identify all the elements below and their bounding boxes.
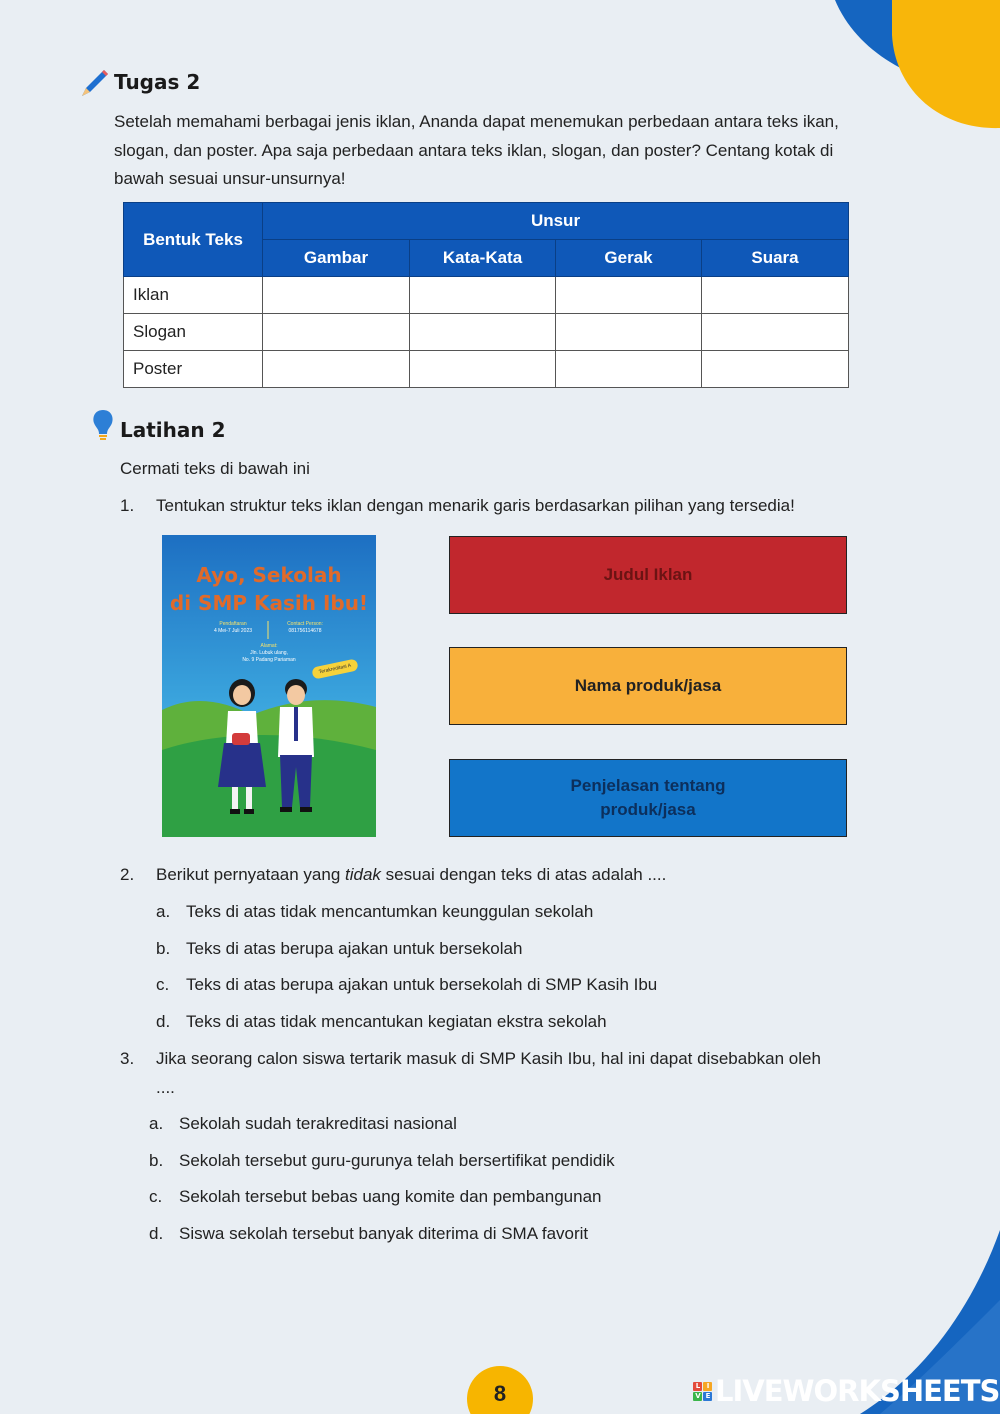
q3-number: 3.: [120, 1049, 135, 1068]
q2-option-d-letter: d.: [156, 1012, 171, 1031]
q3-text: Jika seorang calon siswa tertarik masuk di SMP Kasih Ibu, hal ini dapat disebabkan oleh: [156, 1049, 821, 1068]
q2-option-c-letter: c.: [156, 975, 170, 994]
latihan-title: Latihan 2: [120, 418, 226, 442]
check-cell-poster-kata-kata[interactable]: [410, 351, 556, 388]
brand-name: LIVEWORKSHEETS: [715, 1374, 1000, 1408]
q3-option-c-letter: c.: [149, 1187, 163, 1206]
check-cell-slogan-suara[interactable]: [702, 314, 849, 351]
top-right-yellow-shape: [892, 0, 1000, 128]
page-number: 8: [467, 1366, 533, 1414]
liveworksheets-brand: [693, 1374, 999, 1408]
logo-letter-i: I: [703, 1382, 712, 1391]
check-cell-poster-gerak[interactable]: [556, 351, 702, 388]
check-cell-poster-suara[interactable]: [702, 351, 849, 388]
tugas-title: Tugas 2: [114, 70, 201, 94]
q2-text-before: Berikut pernyataan yang: [156, 865, 346, 884]
check-cell-poster-gambar[interactable]: [263, 351, 410, 388]
check-cell-slogan-gambar[interactable]: [263, 314, 410, 351]
q2-option-b[interactable]: Teks di atas berupa ajakan untuk bersekolah: [186, 939, 523, 958]
table-header-bentuk-teks: Bentuk Teks: [124, 203, 263, 277]
choice-label-nama-produk: Nama produk/jasa: [574, 676, 722, 695]
q2-text-after: sesuai dengan teks di atas adalah ....: [380, 865, 667, 884]
q1-text: Tentukan struktur teks iklan dengan menarik garis berdasarkan pilihan yang tersedia!: [156, 496, 795, 515]
q2-option-d[interactable]: Teks di atas tidak mencantukan kegiatan ekstra sekolah: [186, 1012, 607, 1031]
poster-address-line-1: Jln. Lubuk ulang,: [250, 650, 288, 656]
q2-text-italic: tidak: [345, 865, 381, 884]
poster-address-label: Alamat:: [260, 643, 278, 649]
school-ad-poster: [162, 535, 376, 837]
poster-address: [222, 643, 316, 664]
q3-option-b-letter: b.: [149, 1151, 164, 1170]
poster-registration-label: Pendaftaran: [219, 621, 247, 627]
q2-option-c[interactable]: Teks di atas berupa ajakan untuk bersekolah di SMP Kasih Ibu: [186, 975, 658, 994]
table-header-suara: Suara: [702, 240, 849, 277]
poster-title-line-1: Ayo, Sekolah: [196, 563, 342, 587]
q3-option-d-letter: d.: [149, 1224, 164, 1243]
table-header-kata-kata: Kata-Kata: [410, 240, 556, 277]
table-row: [124, 351, 849, 388]
poster-contact-label: Contact Person:: [287, 621, 323, 627]
q3-option-a[interactable]: Sekolah sudah terakreditasi nasional: [179, 1114, 457, 1133]
latihan-intro: Cermati teks di bawah ini: [120, 459, 310, 478]
tugas-paragraph: Setelah memahami berbagai jenis iklan, Ananda dapat menemukan perbedaan antara teks ikan, slogan, dan poster. Apa saja perbedaan antara teks iklan, slogan, dan poster? Centang kotak di bawah sesuai unsur-unsurnya!: [114, 112, 839, 188]
liveworksheets-logo-icon: [693, 1382, 712, 1401]
check-cell-slogan-gerak[interactable]: [556, 314, 702, 351]
table-header-gerak: Gerak: [556, 240, 702, 277]
check-cell-iklan-suara[interactable]: [702, 277, 849, 314]
check-cell-iklan-gambar[interactable]: [263, 277, 410, 314]
q2-option-a[interactable]: Teks di atas tidak mencantumkan keunggulan sekolah: [186, 902, 594, 921]
check-cell-slogan-kata-kata[interactable]: [410, 314, 556, 351]
pencil-icon: [78, 66, 110, 100]
q1-number: 1.: [120, 496, 135, 515]
table-row: [124, 314, 849, 351]
poster-contact-number: 081756114678: [288, 628, 322, 634]
table-row: [124, 277, 849, 314]
table-header-gambar: Gambar: [263, 240, 410, 277]
q2-number: 2.: [120, 865, 135, 884]
choice-nama-produk[interactable]: [449, 647, 847, 725]
choice-label-penjelasan-produk: Penjelasan tentang produk/jasa: [570, 776, 726, 819]
unsur-table: [123, 202, 849, 388]
logo-letter-v: V: [693, 1392, 702, 1401]
row-label-iklan: Iklan: [124, 277, 263, 314]
lightbulb-icon: [90, 408, 116, 442]
poster-title: [162, 561, 376, 617]
poster-title-line-2: di SMP Kasih Ibu!: [169, 591, 369, 615]
check-cell-iklan-kata-kata[interactable]: [410, 277, 556, 314]
table-header-unsur: Unsur: [263, 203, 849, 240]
logo-letter-l: L: [693, 1382, 702, 1391]
poster-registration: [200, 621, 266, 635]
q2-text: [156, 865, 666, 885]
q3-option-a-letter: a.: [149, 1114, 164, 1133]
q2-option-b-letter: b.: [156, 939, 171, 958]
choice-label-judul-iklan: Judul Iklan: [603, 565, 693, 584]
poster-registration-date: 4 Mei-7 Juli 2023: [213, 628, 253, 634]
check-cell-iklan-gerak[interactable]: [556, 277, 702, 314]
q2-option-a-letter: a.: [156, 902, 171, 921]
row-label-slogan: Slogan: [124, 314, 263, 351]
choice-judul-iklan[interactable]: [449, 536, 847, 614]
q3-option-c[interactable]: Sekolah tersebut bebas uang komite dan pembangunan: [179, 1187, 602, 1206]
choice-penjelasan-produk[interactable]: [449, 759, 847, 837]
poster-address-line-2: No. 9 Padang Pariaman: [242, 657, 296, 663]
row-label-poster: Poster: [124, 351, 263, 388]
poster-contact: [270, 621, 340, 635]
q3-text-continuation: ....: [156, 1078, 175, 1097]
poster-accreditation-badge: Terakreditasi A: [311, 658, 358, 679]
q3-option-b[interactable]: Sekolah tersebut guru-gurunya telah bersertifikat pendidik: [179, 1151, 615, 1170]
q3-option-d[interactable]: Siswa sekolah tersebut banyak diterima di SMA favorit: [179, 1224, 589, 1243]
logo-letter-e: E: [703, 1392, 712, 1401]
